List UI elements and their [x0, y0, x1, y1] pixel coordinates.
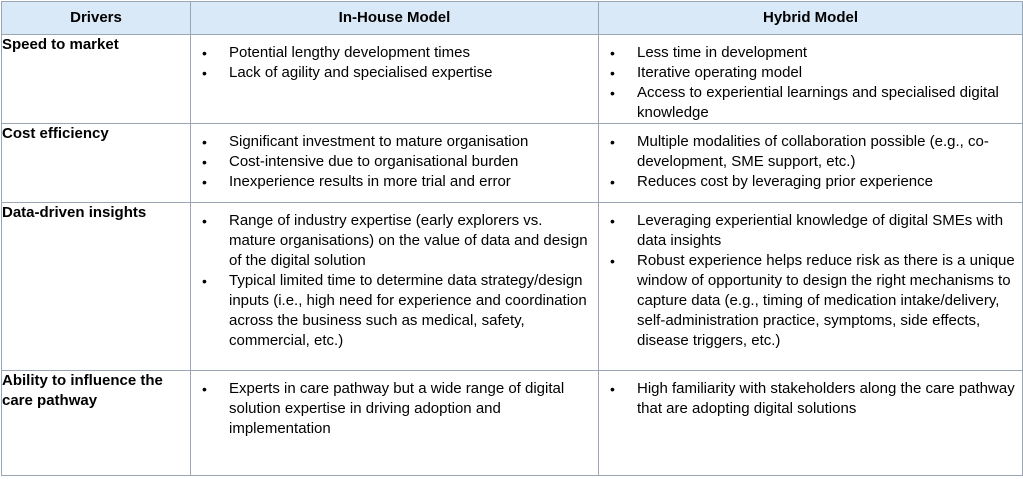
- bullet-list: [599, 35, 1022, 123]
- list-item-text: Range of industry expertise (early explorers vs. mature organisations) on the value of data and design of the digital solution: [229, 212, 588, 269]
- list-item: [599, 63, 1016, 83]
- list-item-text: Inexperience results in more trial and error: [229, 173, 511, 190]
- list-item: [599, 83, 1016, 123]
- list-item: [599, 43, 1016, 63]
- list-item-text: Multiple modalities of collaboration possible (e.g., co-development, SME support, etc.): [637, 133, 989, 170]
- list-item: [191, 63, 592, 83]
- list-item-text: Less time in development: [637, 44, 808, 61]
- list-item-text: Potential lengthy development times: [229, 44, 470, 61]
- list-item: [599, 172, 1016, 192]
- bullet-list: [599, 124, 1022, 192]
- bullet-list: [191, 124, 598, 192]
- bullet-marker: •: [202, 273, 207, 289]
- list-item-text: Lack of agility and specialised expertise: [229, 64, 493, 81]
- list-item: [191, 132, 592, 152]
- list-item: [191, 379, 592, 439]
- bullet-marker: •: [610, 134, 615, 150]
- list-item-text: Significant investment to mature organisation: [229, 133, 529, 150]
- list-item: [191, 211, 592, 271]
- list-item-text: Iterative operating model: [637, 64, 803, 81]
- table-row: [2, 203, 1023, 371]
- bullet-marker: •: [610, 85, 615, 101]
- driver-label: Cost efficiency: [2, 124, 191, 203]
- bullet-marker: •: [202, 45, 207, 61]
- list-item-text: Cost-intensive due to organisational burden: [229, 153, 519, 170]
- in-house-cell: [191, 35, 599, 124]
- bullet-marker: •: [610, 45, 615, 61]
- bullet-marker: •: [202, 134, 207, 150]
- hybrid-cell: [599, 203, 1023, 371]
- bullet-list: [599, 371, 1022, 419]
- header-hybrid-model: Hybrid Model: [599, 2, 1023, 35]
- bullet-marker: •: [610, 381, 615, 397]
- comparison-table: [1, 1, 1023, 476]
- bullet-marker: •: [202, 65, 207, 81]
- header-drivers: Drivers: [2, 2, 191, 35]
- bullet-marker: •: [202, 174, 207, 190]
- list-item: [191, 271, 592, 351]
- list-item-text: Access to experiential learnings and specialised digital knowledge: [637, 84, 999, 121]
- in-house-cell: [191, 371, 599, 476]
- table-row: [2, 124, 1023, 203]
- bullet-marker: •: [610, 65, 615, 81]
- in-house-cell: [191, 124, 599, 203]
- list-item: [599, 379, 1016, 419]
- driver-label: Speed to market: [2, 35, 191, 124]
- list-item: [191, 43, 592, 63]
- table-row: [2, 35, 1023, 124]
- table-row: [2, 371, 1023, 476]
- list-item: [599, 211, 1016, 251]
- bullet-list: [599, 203, 1022, 351]
- bullet-marker: •: [610, 174, 615, 190]
- hybrid-cell: [599, 124, 1023, 203]
- list-item: [599, 251, 1016, 351]
- list-item-text: Typical limited time to determine data strategy/design inputs (i.e., high need for experience and coordination across the business such as medical, safety, commercial, etc.): [229, 272, 587, 349]
- list-item: [191, 152, 592, 172]
- bullet-marker: •: [610, 253, 615, 269]
- bullet-list: [191, 371, 598, 439]
- in-house-cell: [191, 203, 599, 371]
- bullet-list: [191, 35, 598, 83]
- hybrid-cell: [599, 371, 1023, 476]
- list-item: [599, 132, 1016, 172]
- list-item-text: Reduces cost by leveraging prior experience: [637, 173, 933, 190]
- driver-label: Data-driven insights: [2, 203, 191, 371]
- list-item: [191, 172, 592, 192]
- hybrid-cell: [599, 35, 1023, 124]
- list-item-text: Experts in care pathway but a wide range of digital solution expertise in driving adoption and implementation: [229, 380, 565, 437]
- header-in-house-model: In-House Model: [191, 2, 599, 35]
- bullet-marker: •: [610, 213, 615, 229]
- list-item-text: High familiarity with stakeholders along the care pathway that are adopting digital solutions: [637, 380, 1015, 417]
- driver-label: Ability to influence the care pathway: [2, 371, 191, 476]
- bullet-marker: •: [202, 154, 207, 170]
- bullet-list: [191, 203, 598, 351]
- bullet-marker: •: [202, 381, 207, 397]
- list-item-text: Leveraging experiential knowledge of digital SMEs with data insights: [637, 212, 1004, 249]
- list-item-text: Robust experience helps reduce risk as there is a unique window of opportunity to design the right mechanisms to capture data (e.g., timing of medication intake/delivery, self-administration practice, symptoms, side effects, disease triggers, etc.): [637, 252, 1015, 349]
- bullet-marker: •: [202, 213, 207, 229]
- header-row: [2, 2, 1023, 35]
